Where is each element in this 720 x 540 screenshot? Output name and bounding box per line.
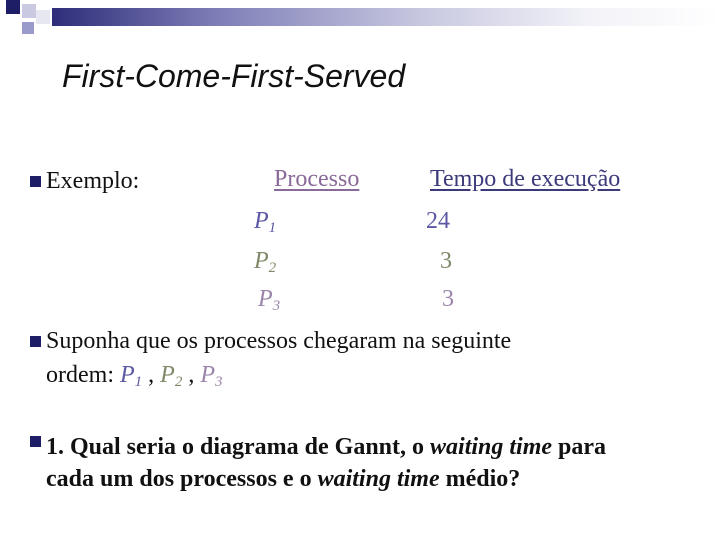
decor-square xyxy=(22,4,36,18)
slide-title: First-Come-First-Served xyxy=(62,58,406,94)
bullet-icon xyxy=(30,436,41,447)
decor-square xyxy=(6,0,20,14)
decor-square xyxy=(36,10,50,24)
column-header-time: Tempo de execução xyxy=(430,166,621,192)
question-line-1: 1. Qual seria o diagrama de Gannt, o waiting time para xyxy=(46,434,607,460)
suppose-line-2: ordem: $P_1$ , $P_2$ , $P_3$ xyxy=(46,362,223,390)
process-name: $P_1$ xyxy=(254,208,277,236)
decor-square xyxy=(22,22,34,34)
column-header-process: Processo xyxy=(274,166,360,192)
process-name: $P_3$ xyxy=(258,286,281,314)
question-line-2: cada um dos processos e o waiting time médio? xyxy=(46,466,521,492)
burst-time: 24 xyxy=(426,208,450,234)
burst-time: 3 xyxy=(442,286,454,312)
example-label: Exemplo: xyxy=(46,168,140,194)
burst-time: 3 xyxy=(440,248,452,274)
header-gradient-bar xyxy=(52,8,720,26)
bullet-icon xyxy=(30,176,41,187)
suppose-line-1: Suponha que os processos chegaram na seguinte xyxy=(46,328,512,354)
process-name: $P_2$ xyxy=(254,248,277,276)
bullet-icon xyxy=(30,336,41,347)
slide-header-decoration xyxy=(0,0,720,36)
